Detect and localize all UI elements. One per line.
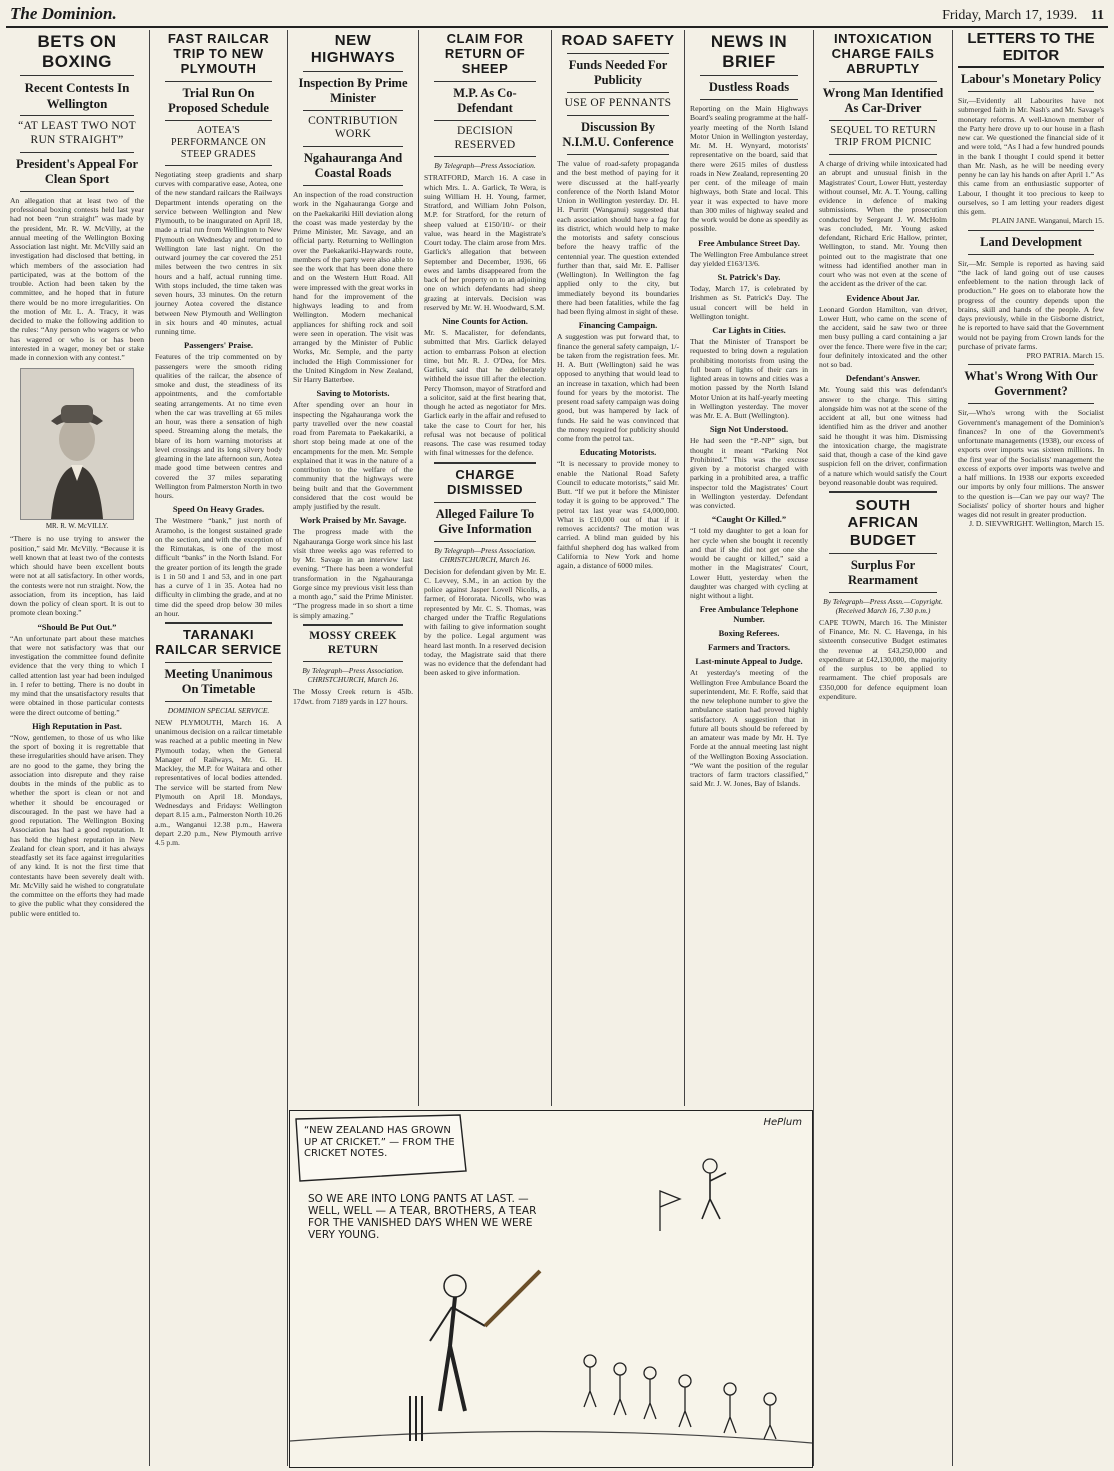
portrait-photo — [20, 368, 134, 520]
headline-2: SOUTH AFRICAN BUDGET — [847, 497, 919, 549]
photo-caption: MR. R. W. McVILLY. — [45, 522, 109, 531]
section-subhead: St. Patrick's Day. — [717, 272, 781, 283]
section-subhead: “Caught Or Killed.” — [711, 514, 787, 525]
article-body-3: “An unfortunate part about these matches that were not satisfactory was that our investigation the committee found definite evidence that the very thing to which I called attention last year had been indulged in. I refer to betting. There is no doubt in my mind that the unsatisfactory results that were obtained in those particular contests were the direct outcome of betting.” — [10, 633, 144, 717]
column-rule — [813, 30, 814, 1466]
section-subhead: High Reputation in Past. — [32, 720, 122, 731]
letter-signature-3: J. D. SIEVWRIGHT. Wellington, March 15. — [969, 519, 1104, 529]
article-body-2: “There is no use trying to answer the position,” said Mr. McVilly. “Because it is well known that at least two of the contests which should have been excellent bouts were not at all satisfactory. In other words, the contests were not run straight. Now, the association, from its inception, has laid down the policy of clean sport. It is out to promote clean boxing.” — [10, 534, 144, 618]
article-body-3: Decision for defendant given by Mr. E. C. Levvey, S.M., in an action by the police against Jasper Lovell Nicolls, a farmer, of Hororata. Nicolls, who was represented by Mr. C. S. Thomas, was charged under the Traffic Regulations with failing to give information sought by the police. Legal argument was heard last month. In a reserved decision today, the Magistrate said that there was no evidence that the defendant had been asked to give information. — [424, 566, 546, 678]
cartoon-speech-text: SO WE ARE INTO LONG PANTS AT LAST. — WELL, WELL — A TEAR, BROTHERS, A TEAR FOR THE VANISHED DAYS WHEN WE WERE VERY YOUNG. — [308, 1193, 537, 1242]
article-body-5: He had seen the “P.-NP” sign, but thought it meant “Parking Not Prohibited.” This was the excuse given by a motorist charged with parking in a prohibited area, a traffic inspector told the Magistrates' Court in Wellington yesterday. Defendant was convicted. — [690, 436, 808, 511]
letter-body-2: Sir,—Mr. Semple is reported as having said “the lack of land going out of use causes enfeeblement to the nation through lack of production.” He goes on to elaborate how the progress of the country depends upon the brains, skill and hands of the people. A few days previously, while in the Gisborne district, he is reported to have said that the Government would not be paying from Crown lands for the purchase of private farms. — [958, 258, 1104, 351]
subheadline: Trial Run On Proposed Schedule — [168, 85, 269, 115]
article-railcar-trip — [151, 30, 286, 1466]
section-subhead: Saving to Motorists. — [316, 388, 390, 399]
article-body-4: That the Minister of Transport be requested to bring down a regulation prohibiting motorists from using the full beam of lights of their cars in lighted areas in towns and cities was a motion passed by the North Island Motor Union at its half-yearly meeting in Wellington yesterday. The mover was Mr. E. A. Butt (Wellington). — [690, 337, 808, 421]
section-subhead: Evidence About Jar. — [846, 292, 920, 303]
section-subhead: Boxing Referees. — [718, 628, 780, 639]
byline: By Telegraph—Press Assn.—Copyright. (Received March 16, 7.30 p.m.) — [823, 596, 943, 615]
deck: AOTEA'S PERFORMANCE ON STEEP GRADES — [170, 124, 267, 160]
cricket-cartoon — [289, 1110, 813, 1468]
article-intoxication-charge — [815, 30, 951, 1466]
article-body-2: After spending over an hour in inspecting the Ngahauranga work the party travelled over the new coastal road from Paremata to Paekakariki, a short stop being made at one of the encampments for the men. Mr. Semple explained that it was in the nature of a contribution to the welfare of the community that the highways were being built and that the Government considered that the cost would be amply justified by the result. — [293, 400, 413, 512]
headline: ROAD SAFETY — [561, 32, 675, 49]
article-body-3: “It is necessary to provide money to enable the National Road Safety Council to educate motorists,” said Mr. Butt. “If we put it before the Minister today it is going to be approved.” The petrol tax last year was £4,000,000. What is £10,000 out of that if it removes accidents? The motion was carried. A blind man guided by his faithful shepherd dog has walked from California to New York and home again, a distance of 6000 miles. — [557, 459, 679, 571]
section-subhead: Work Praised by Mr. Savage. — [299, 515, 407, 526]
column-rule — [418, 30, 419, 1106]
section-subhead: Speed On Heavy Grades. — [172, 504, 265, 515]
deck: “AT LEAST TWO NOT RUN STRAIGHT” — [18, 120, 136, 147]
deck: DECISION RESERVED — [454, 124, 516, 151]
deck: CONTRIBUTION WORK — [308, 114, 398, 141]
letter-signature-2: PRO PATRIA. March 15. — [1026, 351, 1104, 360]
article-body: STRATFORD, March 16. A case in which Mrs. L. A. Garlick, Te Wera, is suing William H. H. Young, farmer, Stratford, and William John Polson, M.P. for Stratford, for the return of sheep valued at £150/10/- or their value, was heard in the Magistrate's Court today. The claim arose from Mrs. Garlick's allegation that between September and December, 1936, 66 ewes and lambs disappeared from the back of her property on to an adjoining one on which defendants had sheep grazing at intervals. Decision was reserved by Mr. W. H. Woodward, S.M. — [424, 173, 546, 312]
date-text: Friday, March 17, 1939. — [942, 8, 1078, 23]
letter-body-3: Sir,—Who's wrong with the Socialist Government's management of the Dominion's finances? In one of the Government's unfortunate managements (1938), our excess of exports over imports was sixteen millions. In the first year of the Socialists' management the excess of exports over imports was twelve and a half millions. In 1938 our exports exceeded our imports by only four millions. The answer to the question is—Can we pay our way? The Socialists' policy of shorter hours and higher wages did not result in greater production. — [958, 408, 1104, 519]
column-rule — [952, 30, 953, 1466]
subheadline: Dustless Roads — [708, 80, 790, 95]
article-body-3: The progress made with the Ngahauranga Gorge work since his last visit three weeks ago was referred to by Mr. Savage in an interview last evening. “There has been a wonderful transformation in the Ngahauranga Gorge since my previous visit less than a month ago,” said the Prime Minister. “The progress made in so short a time is simply amazing.” — [293, 527, 413, 620]
page-number: 11 — [1090, 8, 1104, 23]
deck: SEQUEL TO RETURN TRIP FROM PICNIC — [830, 124, 936, 149]
section-subhead: Financing Campaign. — [578, 320, 658, 331]
letter-body: Sir,—Evidently all Labourites have not submerged faith in Mr. Nash's and Mr. Savage's monetary reforms. A well-known member of the Party here drove up to our house in a flash new car. We questioned the financial side of it and were told, “As I had a few hundred pounds in the bank I thought I could spend it better than Mr. Nash, as he will be needing every penny he can lay his hands on after April 1.” As this came from an enthusiastic supporter of Labour, I thought it too precious to keep to ourselves, so I am letting your readers digest this gem. — [958, 96, 1104, 216]
article-body: An inspection of the road construction work in the Ngahauranga Gorge and on the Paekakariki Hill deviation along the coast was made yesterday by the Prime Minister, Mr. Savage, and an official party. Returning to Wellington over the Paekakariki-Haywards route, members of the party were also able to see the work that has been done there and on the Western Hutt Road. All were impressed with the great works in hand for the improvement of the highways leading to and from Wellington. Modern mechanical appliances for shifting rock and soil were seen in operation. The visit was arranged by the Minister of Public Works, Mr. Semple, and the party included the High Commissioner for the United Kingdom in New Zealand, Sir Harry Batterbee. — [293, 190, 413, 385]
section-subhead: Free Ambulance Telephone Number. — [699, 604, 799, 625]
cartoon-clipping-text: “NEW ZEALAND HAS GROWN UP AT CRICKET.” — FROM THE CRICKET NOTES. — [304, 1125, 455, 1159]
subheadline: Wrong Man Identified As Car-Driver — [822, 85, 944, 115]
letter-title-3: What's Wrong With Our Government? — [964, 369, 1098, 399]
article-body-7: At yesterday's meeting of the Wellington Free Ambulance Board the superintendent, Mr. F. Roffe, said that the new telephone number to give the ambulance station had proved highly satisfactory. A suggestion that in future all bouts should be refereed by an amateur was made by Mr. H. Tye Forde at the annual meeting last night of the Wellington Boxing Association. “We want the position of the regular tractors of farm tractors classified,” said Mr. J. W. Jones, Bay of Islands. — [690, 668, 808, 789]
article-body-2: The Wellington Free Ambulance street day yielded £163/13/6. — [690, 249, 808, 268]
headline-2: MOSSY CREEK RETURN — [309, 629, 397, 656]
section-subhead: Last-minute Appeal to Judge. — [695, 656, 803, 667]
article-body-4: NEW PLYMOUTH, March 16. A unanimous decision on a railcar timetable was reached at a public meeting in New Plymouth today, when the General Manager of Railways, Mr. G. H. Mackley, the M.P. for Waitara and other representatives of local bodies attended. The service will be started from New Plymouth on April 18. Mondays, Wednesdays and Fridays: Wellington depart 8.15 a.m., Palmerston North 10.26 a.m., Wanganui 12.38 p.m., Hawera depart 2.20 p.m., New Plymouth arrive 4.5 p.m. — [155, 717, 282, 848]
masthead — [6, 2, 1108, 28]
article-body-3: Today, March 17, is celebrated by Irishmen as St. Patrick's Day. The usual concert will be held in Wellington tonight. — [690, 284, 808, 321]
headline: NEW HIGHWAYS — [310, 32, 396, 67]
headline: LETTERS TO THE EDITOR — [958, 30, 1104, 68]
article-road-safety — [553, 30, 683, 1106]
byline: DOMINION SPECIAL SERVICE. — [167, 705, 270, 715]
article-body: A charge of driving while intoxicated had an abrupt and unusual finish in the Magistrates' Court, Lower Hutt, yesterday without counsel, Mr. A. T. Young, calling evidence in defence of making submissions. When the prosecution conducted by Sergeant J. W. McHolm was concluded, Mr. Young asked defendant, Richard Eric Hallow, printer, Wellington, to stand. Mr. Young then pointed out to the magistrate that one witness had identified another man in court who was not even at the scene of the accident as the driver of the car. — [819, 159, 947, 289]
headline: CLAIM FOR RETURN OF SHEEP — [444, 31, 526, 76]
cartoonist-signature: HePlum — [763, 1117, 802, 1128]
subheadline: M.P. As Co-Defendant — [453, 85, 517, 115]
letter-title-2: Land Development — [980, 234, 1082, 249]
paper-title: The Dominion. — [10, 4, 117, 23]
section-subhead: Educating Motorists. — [579, 447, 657, 458]
section-subhead: Free Ambulance Street Day. — [698, 237, 800, 248]
column-rule — [149, 30, 150, 1466]
article-body-6: “I told my daughter to get a loan for her cycle when she bought it recently and that if she did not get one she would be caught or killed,” said a mother in the Magistrates' Court, Lower Hutt, yesterday when the daughter was charged with cycling at night without a light. — [690, 526, 808, 601]
article-body: An allegation that at least two of the professional boxing contests held last year had not been “run straight” was made by the president, Mr. R. W. McVilly, at the annual meeting of the Wellington Boxing Association last night. Mr. McVilly said an investigation had disclosed that betting, in which members of the association had participated, was at the bottom of the trouble. Action had been taken by the committee, and he hoped that in future there would be no more irregularities. On the motion of Mr. L. A. Tracy, it was decided to make the following addition to the rules: “Any person who wagers or who has wagered or who is or has been interested in a wager, money bet or stake made in connexion with any contest.” — [10, 195, 144, 363]
deck-2: President's Appeal For Clean Sport — [16, 156, 138, 186]
subheadline: Recent Contests In Wellington — [24, 80, 130, 111]
section-subhead: Passengers' Praise. — [184, 340, 253, 351]
deck-2: Discussion By N.I.M.U. Conference — [562, 120, 674, 150]
section-subhead: Nine Counts for Action. — [442, 316, 528, 327]
article-body-2: Features of the trip commented on by passengers were the smooth riding qualities of the railcar, the absence of smoke and dust, the steadiness of its appointments, and the comfortable seating arrangements. At no time even when the car was travelling at 65 miles an hour, was there a sensation of high speed. Streaming along the metals, the blare of its horn warning motorists at level crossings and its long silvery body gleaming in the late afternoon sun, Aotea made good time between centres and covered the 37 miles separating Wellington from Palmerston North in two hours. — [155, 352, 282, 501]
article-body-4: “Now, gentlemen, to those of us who like the sport of boxing it is regrettable that these irregularities should have arisen. They are no good to the game, they bring the association into disrepute and they raise doubts in the minds of the public as to whether the sport is clean or not and whether it should be encouraged or discouraged. In the past we have had a good reputation. The Wellington Boxing Association has had a good reputation. It has held the highest reputation in New Zealand for clean sport, and it has always steadfastly set its face against irregularities of any kind. It is not the first time that contestants have been severely dealt with. Mr. McVilly said he wished to congratulate the committee on the efforts they had made to give the public what they considered the public were entitled to. — [10, 732, 144, 918]
headline: BETS ON BOXING — [37, 32, 117, 71]
article-body-2: Mr. S. Macalister, for defendants, submitted that Mrs. Garlick delayed action to embarrass Polson at election time, but Mr. R. J. O'Dea, for Mrs. Garlick, said that he deliberately withheld the issue till after the election. Percy Thomson, mayor of Stratford and a solicitor, said at the first hearing that, though he acted as negotiator for Mrs. Garlick early in the affair and refused to take the case to Court for her, his refusal was not because of political reasons. The case was resumed today with final witnesses for the defence. — [424, 328, 546, 458]
section-subhead: “Should Be Put Out.” — [37, 621, 117, 632]
article-news-in-brief — [686, 30, 812, 1106]
section-subhead: Farmers and Tractors. — [707, 642, 791, 653]
article-body-2: Leonard Gordon Hamilton, van driver, Lower Hutt, who came on the scene of the accident, said he saw two or three men busy pulling a card containing a jar over the fence. There were five in the car; four definitely intoxicated and the other not so bad. — [819, 304, 947, 369]
article-body-2: A suggestion was put forward that, to finance the general safety campaign, 1/- be taken from the registration fees. Mr. H. A. Butt (Wellington) said he was opposed to anything that would lead to an increase in taxation, which had been found for years by the motorist. The present road safety campaign was doing good, but was hampered by lack of funds. He said he was convinced that the money required for publicity should come from the petrol tax. — [557, 332, 679, 444]
article-bets-on-boxing — [6, 30, 148, 1466]
subheadline: Funds Needed For Publicity — [568, 58, 668, 88]
article-body: Reporting on the Main Highways Board's sealing programme at the half-yearly meeting of the North Island Motor Union in Wellington yesterday, Mr. M. H. Wynyard, motorists' representative on the board, said that there were 2615 miles of dustless roads in New Zealand, representing 20 per cent. of the mileage of main highways, both State and local. This year it was expected to have more than 300 miles of highway sealed and the work would be done as speedily as possible. — [690, 104, 808, 234]
byline: By Telegraph—Press Association. CHRISTCHURCH, March 16. — [302, 666, 404, 685]
article-body-4: CAPE TOWN, March 16. The Minister of Finance, Mr. N. C. Havenga, in his sixteenth consecutive Budget estimates the revenue at £43,250,000 and expenditure at £42,130,000, the majority of the surplus to be applied to rearmament. The chief proposals are £350,000 for defence equipment loan expenditure. — [819, 617, 947, 701]
article-new-highways — [289, 30, 417, 1106]
column-rule — [287, 30, 288, 1466]
byline-2: By Telegraph—Press Association. CHRISTCHURCH, March 16. — [434, 545, 536, 564]
article-claim-sheep — [420, 30, 550, 1106]
article-body-3: Mr. Young said this was defendant's answer to the charge. This sitting alongside him was not at the scene of the accident at all, but one witness had identified him as the driver and another said he thought it was him. Dismissing the intoxication charge, the magistrate said that, though a case of the kind gave suspicion fell on the driver, confirmation of a nature which would satisfy the Court beyond reasonable doubt was required. — [819, 385, 947, 487]
issue-date — [942, 8, 1104, 24]
article-body: Negotiating steep gradients and sharp curves with comparative ease, Aotea, one of the new standard railcars the Railways Department intends operating on the service between Wellington and New Plymouth, to be inaugurated on April 18, made a trial run from Wellington to New Plymouth on Wednesday and returned to Wellington late last night. On the outward journey the car covered the 251 miles between the two centres in six hours and a half, actual running time. With stops included, the time taken was seven hours, 33 minutes. On the return journey Aotea covered the distance between New Plymouth and Wellington in six hours and 40 minutes, actual running time. — [155, 169, 282, 337]
deck: USE OF PENNANTS — [564, 97, 672, 110]
letter-signature: PLAIN JANE. Wanganui, March 15. — [991, 216, 1104, 226]
section-subhead: Car Lights in Cities. — [712, 325, 786, 336]
cartoon-drawing — [290, 1111, 812, 1467]
column-rule — [684, 30, 685, 1106]
headline: NEWS IN BRIEF — [710, 32, 788, 71]
article-body-3: The Westmere “bank,” just north of Aramoho, is the longest sustained grade on the section, and with the exception of the Rimutakas, is one of the most difficult “banks” in the North Island. For the greater portion of its length the grade is 1 in 50 and 1 and 53, and in one part has a curve of 1 in 35. Aotea had no difficulty in climbing the grade, and at no time did the speed drop below 30 miles an hour. — [155, 516, 282, 618]
subheadline-2: Meeting Unanimous On Timetable — [164, 666, 273, 696]
subheadline: Inspection By Prime Minister — [298, 75, 408, 105]
headline: INTOXICATION CHARGE FAILS ABRUPTLY — [831, 31, 935, 76]
article-body: The value of road-safety propaganda and the best method of paying for it were discussed at the half-yearly conference of the North Island Motor Union in Wellington yesterday. Dr. H. H. Purritt (Wanganui) suggested that each association should have a fag for its district, which would help to make the motorists and safety conscious before the heavy traffic of the centennial year. The question extended further than that, said Mr. E. Palliser (Wellington). In Wellington the fag applied only to the city, but immediately beyond its boundaries there had been fatalities, while the fag had been flying almost in sight of these. — [557, 159, 679, 317]
section-subhead: Defendant's Answer. — [845, 373, 921, 384]
headline-2: TARANAKI RAILCAR SERVICE — [155, 627, 282, 657]
section-subhead: Sign Not Understood. — [709, 424, 789, 435]
column-rule — [551, 30, 552, 1106]
article-body-4: The Mossy Creek return is 45lb. 17dwt. from 7189 yards in 127 hours. — [293, 687, 413, 706]
letters-to-the-editor — [954, 30, 1108, 1466]
headline: FAST RAILCAR TRIP TO NEW PLYMOUTH — [167, 31, 270, 76]
byline: By Telegraph—Press Association. — [434, 161, 536, 171]
deck-2: Ngahauranga And Coastal Roads — [303, 151, 403, 181]
subheadline-2: Alleged Failure To Give Information — [435, 506, 535, 536]
subheadline-2: Surplus For Rearmament — [847, 557, 919, 587]
headline-2: CHARGE DISMISSED — [446, 466, 523, 497]
letter-title: Labour's Monetary Policy — [960, 72, 1102, 86]
